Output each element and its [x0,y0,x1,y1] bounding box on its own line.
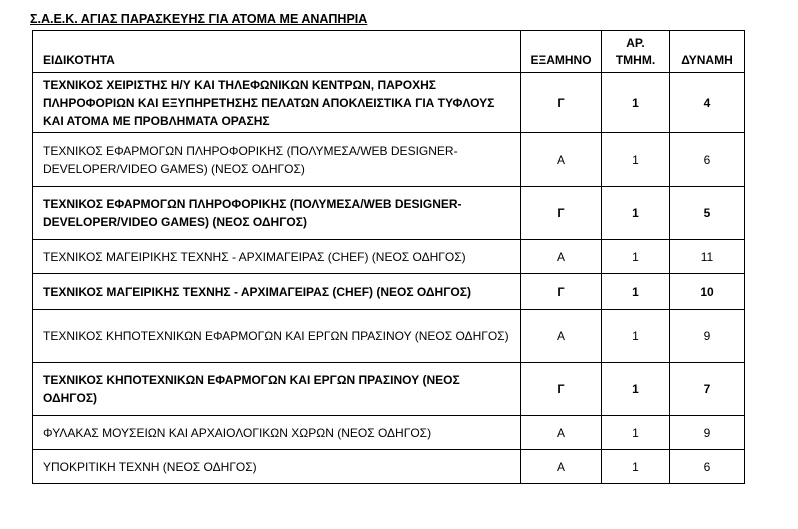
cell-specialty: ΤΕΧΝΙΚΟΣ ΕΦΑΡΜΟΓΩΝ ΠΛΗΡΟΦΟΡΙΚΗΣ (ΠΟΛΥΜΕΣΑ/WEB DESIGNER-DEVELOPER/VIDEO GAMES) (ΝΕΟΣ ΟΔΗΓΟΣ) [33,187,521,240]
cell-capacity: 9 [670,310,745,363]
cell-semester: Α [521,310,602,363]
cell-semester: Α [521,240,602,274]
header-specialty: ΕΙΔΙΚΟΤΗΤΑ [33,31,521,73]
header-capacity: ΔΥΝΑΜΗ [670,31,745,73]
cell-sections: 1 [602,450,670,484]
cell-sections: 1 [602,363,670,416]
table-row [33,240,745,274]
cell-specialty: ΤΕΧΝΙΚΟΣ ΕΦΑΡΜΟΓΩΝ ΠΛΗΡΟΦΟΡΙΚΗΣ (ΠΟΛΥΜΕΣΑ/WEB DESIGNER-DEVELOPER/VIDEO GAMES) (ΝΕΟΣ ΟΔΗΓΟΣ) [33,133,521,187]
cell-capacity: 10 [670,274,745,310]
cell-sections: 1 [602,310,670,363]
cell-specialty: ΤΕΧΝΙΚΟΣ ΜΑΓΕΙΡΙΚΗΣ ΤΕΧΝΗΣ - ΑΡΧΙΜΑΓΕΙΡΑΣ (CHEF) (ΝΕΟΣ ΟΔΗΓΟΣ) [33,240,521,274]
cell-capacity: 5 [670,187,745,240]
cell-sections: 1 [602,416,670,450]
cell-specialty: ΥΠΟΚΡΙΤΙΚΗ ΤΕΧΝΗ (ΝΕΟΣ ΟΔΗΓΟΣ) [33,450,521,484]
cell-capacity: 9 [670,416,745,450]
document-title: Σ.Α.Ε.Κ. ΑΓΙΑΣ ΠΑΡΑΣΚΕΥΗΣ ΓΙΑ ΑΤΟΜΑ ΜΕ ΑΝΑΠΗΡΙΑ [30,12,368,26]
cell-specialty: ΤΕΧΝΙΚΟΣ ΜΑΓΕΙΡΙΚΗΣ ΤΕΧΝΗΣ - ΑΡΧΙΜΑΓΕΙΡΑΣ (CHEF) (ΝΕΟΣ ΟΔΗΓΟΣ) [33,274,521,310]
header-sections [602,31,670,73]
cell-sections: 1 [602,187,670,240]
table-header-row [33,31,745,73]
cell-semester: Α [521,450,602,484]
cell-specialty: ΤΕΧΝΙΚΟΣ ΚΗΠΟΤΕΧΝΙΚΩΝ ΕΦΑΡΜΟΓΩΝ ΚΑΙ ΕΡΓΩΝ ΠΡΑΣΙΝΟΥ (ΝΕΟΣ ΟΔΗΓΟΣ) [33,363,521,416]
cell-capacity: 6 [670,450,745,484]
cell-semester: Γ [521,363,602,416]
cell-semester: Α [521,133,602,187]
cell-semester: Α [521,416,602,450]
cell-semester: Γ [521,73,602,133]
cell-sections: 1 [602,73,670,133]
cell-capacity: 7 [670,363,745,416]
cell-specialty: ΤΕΧΝΙΚΟΣ ΚΗΠΟΤΕΧΝΙΚΩΝ ΕΦΑΡΜΟΓΩΝ ΚΑΙ ΕΡΓΩΝ ΠΡΑΣΙΝΟΥ (ΝΕΟΣ ΟΔΗΓΟΣ) [33,310,521,363]
table-row [33,416,745,450]
table-row [33,450,745,484]
cell-specialty: ΦΥΛΑΚΑΣ ΜΟΥΣΕΙΩΝ ΚΑΙ ΑΡΧΑΙΟΛΟΓΙΚΩΝ ΧΩΡΩΝ (ΝΕΟΣ ΟΔΗΓΟΣ) [33,416,521,450]
cell-capacity: 6 [670,133,745,187]
cell-semester: Γ [521,187,602,240]
table-row [33,310,745,363]
specialties-table [32,30,745,484]
table-row [33,274,745,310]
cell-capacity: 4 [670,73,745,133]
cell-sections: 1 [602,274,670,310]
table-row [33,187,745,240]
table-row [33,73,745,133]
header-sections-line2: ΤΜΗΜ. [615,53,656,67]
cell-semester: Γ [521,274,602,310]
cell-specialty: ΤΕΧΝΙΚΟΣ ΧΕΙΡΙΣΤΗΣ Η/Υ ΚΑΙ ΤΗΛΕΦΩΝΙΚΩΝ ΚΕΝΤΡΩΝ, ΠΑΡΟΧΗΣ ΠΛΗΡΟΦΟΡΙΩΝ ΚΑΙ ΕΞΥΠΗΡΕΤΗΣΗΣ ΠΕΛΑΤΩΝ ΑΠΟΚΛΕΙΣΤΙΚΑ ΓΙΑ ΤΥΦΛΟΥΣ ΚΑΙ ΑΤΟΜΑ ΜΕ ΠΡΟΒΛΗΜΑΤΑ ΟΡΑΣΗΣ [33,73,521,133]
cell-capacity: 11 [670,240,745,274]
cell-sections: 1 [602,133,670,187]
header-sections-line1: ΑΡ. [626,36,645,50]
table-row [33,363,745,416]
table-row [33,133,745,187]
header-semester: ΕΞΑΜΗΝΟ [521,31,602,73]
cell-sections: 1 [602,240,670,274]
